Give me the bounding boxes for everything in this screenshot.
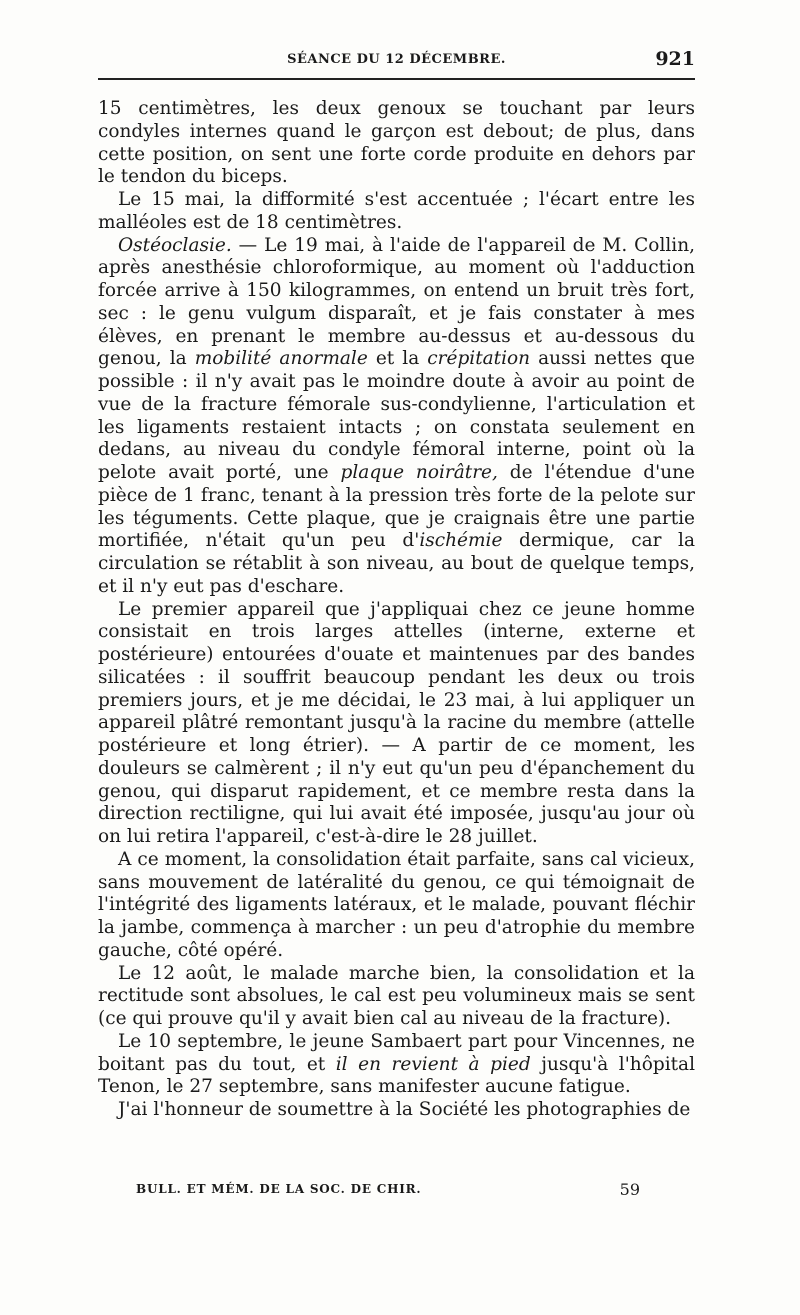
italic-text: ischémie bbox=[419, 530, 503, 552]
text-run: Le 12 août, le malade marche bien, la consolidation et la rectitude sont absolues, le cal est peu volumineux mais se sent (ce qui prouve qu'il y avait bien cal au niveau de la fracture). bbox=[98, 962, 695, 1029]
text-run: Le 15 mai, la difformité s'est accentuée ; l'écart entre les malléoles est de 18 centimètres. bbox=[98, 189, 695, 233]
text-run: de l'étendue d'une pièce de 1 franc, tenant à la pression très forte de la pelote sur les téguments. Cette plaque, que je craignais être une partie mortifiée, n'était qu'un peu d' bbox=[98, 462, 696, 552]
text-run: Le premier appareil que j'appliquai chez ce jeune homme consistait en trois larges attelles (interne, externe et postérieure) entourées d'ouate et maintenues par des bandes silicatées : il souffrit beaucoup pendant les deux ou trois premiers jours, et je me décidai, le 23 mai, à lui appliquer un appareil plâtré remontant jusqu'à la racine du membre (attelle postérieure et long étrier). — A partir de ce moment, les douleurs se calmèrent ; il n'y eut qu'un peu d'épanchement du genou, qui disparut rapidement, et ce membre resta dans la direction rectiligne, qui lui avait été imposée, jusqu'au jour où on lui retira l'appareil, c'est-à-dire le 28 juillet. bbox=[98, 598, 695, 847]
italic-text: mobilité anormale bbox=[194, 348, 368, 370]
article-body bbox=[98, 98, 695, 1122]
paragraph bbox=[98, 98, 695, 189]
text-run: aussi nettes que possible : il n'y avait pas le moindre doute à avoir au point de vue de la fracture fémorale sus-condylienne, l'articulation et les ligaments restaient intacts ; on constata seulement en dedans, au niveau du condyle fémoral interne, point où la pelote avait porté, une bbox=[98, 348, 695, 483]
text-run: et la bbox=[367, 348, 428, 370]
header-rule bbox=[98, 78, 695, 80]
text-run: Le 10 septembre, le jeune Sambaert part pour Vincennes, ne boitant pas du tout, et bbox=[98, 1030, 695, 1075]
running-title: SÉANCE DU 12 DÉCEMBRE. bbox=[287, 52, 506, 67]
page-number: 921 bbox=[655, 48, 695, 70]
page-footer bbox=[136, 1182, 640, 1206]
paragraph bbox=[98, 963, 695, 1031]
text-run: J'ai l'honneur de soumettre à la Société les photographies de bbox=[118, 1099, 691, 1120]
italic-text: Ostéoclasie. bbox=[118, 234, 232, 256]
paragraph bbox=[98, 189, 695, 235]
text-run: 15 centimètres, les deux genoux se touchant par leurs condyles internes quand le garçon est debout; de plus, dans cette position, on sent une forte corde produite en dehors par le tendon du biceps. bbox=[98, 98, 695, 188]
signature-mark: 59 bbox=[619, 1180, 640, 1199]
paragraph bbox=[98, 1099, 695, 1122]
text-run: — Le 19 mai, à l'aide de l'appareil de M. Collin, après anesthésie chloroformique, au moment où l'adduction forcée arrive à 150 kilogrammes, on entend un bruit très fort, sec : le genu vulgum disparaît, et je fais constater à mes élèves, en prenant le membre au-dessus et au-dessous du genou, la bbox=[98, 234, 695, 370]
page-header bbox=[98, 48, 695, 74]
italic-text: il en revient à pied bbox=[335, 1053, 531, 1075]
paragraph bbox=[98, 599, 695, 849]
journal-name: BULL. ET MÉM. DE LA SOC. DE CHIR. bbox=[136, 1182, 422, 1196]
italic-text: crépitation bbox=[427, 348, 531, 370]
paragraph bbox=[98, 849, 695, 963]
italic-text: plaque noirâtre, bbox=[340, 462, 498, 483]
paragraph bbox=[98, 235, 695, 599]
text-run: jusqu'à l'hôpital Tenon, le 27 septembre, sans manifester aucune fatigue. bbox=[98, 1053, 695, 1098]
text-run: A ce moment, la consolidation était parfaite, sans cal vicieux, sans mouvement de latéralité du genou, ce qui témoignait de l'intégrité des ligaments latéraux, et le malade, pouvant fléchir la jambe, commença à marcher : un peu d'atrophie du membre gauche, côté opéré. bbox=[98, 848, 695, 961]
paragraph bbox=[98, 1031, 695, 1099]
text-run: dermique, car la circulation se rétablit à son niveau, au bout de quelque temps, et il n'y eut pas d'eschare. bbox=[98, 530, 695, 597]
